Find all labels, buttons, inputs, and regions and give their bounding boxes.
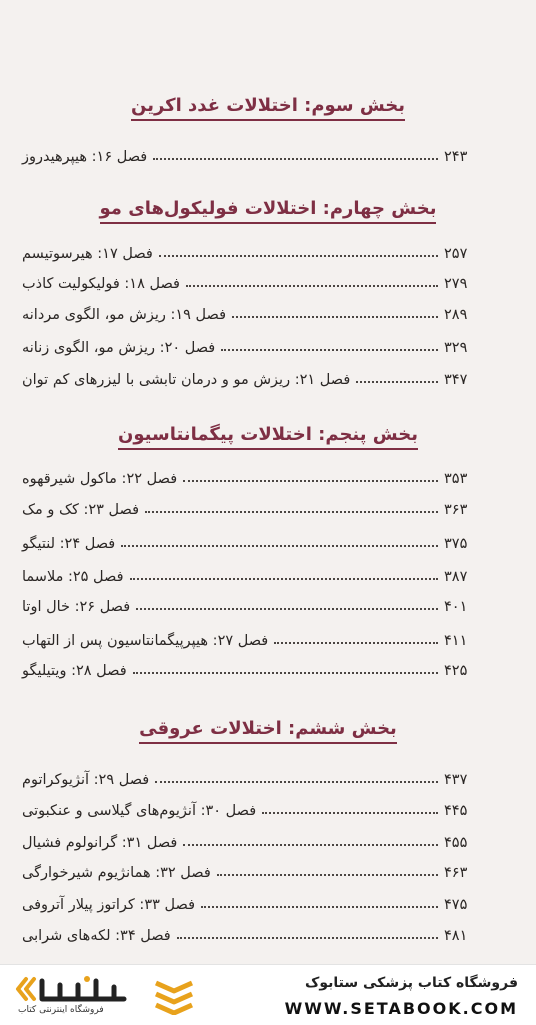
toc-entry: فصل ۳۴: لکه‌های شرابی ۴۸۱ — [22, 928, 468, 944]
section-title: بخش چهارم: اختلالات فولیکول‌های مو — [0, 198, 536, 224]
toc-entry: فصل ۳۳: کراتوز پیلار آتروفی ۴۷۵ — [22, 897, 468, 913]
toc-entry: فصل ۲۶: خال اوتا ۴۰۱ — [22, 599, 468, 615]
toc-entry: فصل ۳۲: همانژیوم شیرخوارگی ۴۶۳ — [22, 865, 468, 881]
section-title: بخش ششم: اختلالات عروقی — [0, 718, 536, 744]
toc-entry: فصل ۳۰: آنژیوم‌های گیلاسی و عنکبوتی ۴۴۵ — [22, 803, 468, 819]
section-title: بخش سوم: اختلالات غدد اکرین — [0, 95, 536, 121]
toc-entry: فصل ۲۱: ریزش مو و درمان تابشی با لیزرهای کم توان ۳۴۷ — [22, 372, 468, 388]
toc-entry: فصل ۲۵: ملاسما ۳۸۷ — [22, 569, 468, 585]
toc-entry: فصل ۲۰: ریزش مو، الگوی زنانه ۳۲۹ — [22, 340, 468, 356]
book-emblem-icon — [152, 977, 196, 1015]
store-url[interactable]: WWW.SETABOOK.COM — [284, 999, 518, 1018]
toc-entry: فصل ۱۶: هیپرهیدروز ۲۴۳ — [22, 149, 468, 165]
toc-entry: فصل ۳۱: گرانولوم فشیال ۴۵۵ — [22, 835, 468, 851]
toc-entry: فصل ۱۷: هیرسوتیسم ۲۵۷ — [22, 246, 468, 262]
logo-subtitle: فروشگاه اینترنتی کتاب — [18, 1005, 104, 1015]
toc-entry: فصل ۲۸: ویتیلیگو ۴۲۵ — [22, 663, 468, 679]
toc-entry: فصل ۲۲: ماکول شیرقهوه ۳۵۳ — [22, 471, 468, 487]
section-title: بخش پنجم: اختلالات پیگمانتاسیون — [0, 424, 536, 450]
footer-banner — [0, 964, 536, 1025]
toc-entry: فصل ۲۷: هیپرپیگمانتاسیون پس از التهاب ۴۱۱ — [22, 633, 468, 649]
toc-entry: فصل ۱۸: فولیکولیت کاذب ۲۷۹ — [22, 276, 468, 292]
toc-entry: فصل ۲۳: کک و مک ۳۶۳ — [22, 502, 468, 518]
setabook-logo-icon — [14, 971, 136, 1007]
toc-entry: فصل ۲۴: لنتیگو ۳۷۵ — [22, 536, 468, 552]
toc-entry: فصل ۲۹: آنژیوکراتوم ۴۳۷ — [22, 772, 468, 788]
toc-entry: فصل ۱۹: ریزش مو، الگوی مردانه ۲۸۹ — [22, 307, 468, 323]
store-name: فروشگاه کتاب پزشکی ستابوک — [305, 975, 518, 991]
